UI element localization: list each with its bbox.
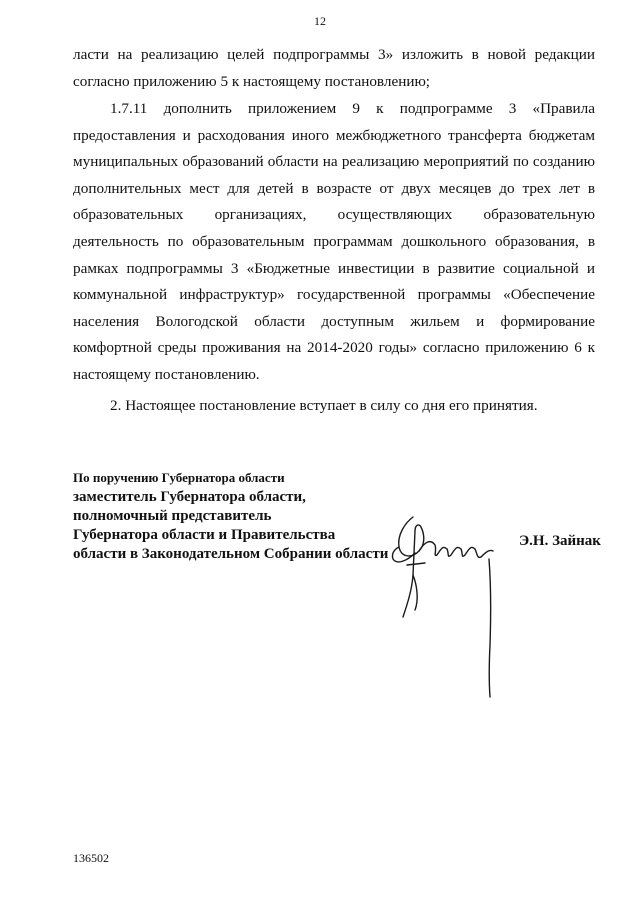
handwritten-signature	[385, 505, 505, 700]
document-code: 136502	[73, 851, 109, 865]
signature-block	[73, 468, 389, 564]
page-number: 12	[314, 14, 326, 28]
paragraph-item-1-7-11	[73, 96, 595, 389]
signature-authority-line: По поручению Губернатора области	[73, 470, 285, 485]
paragraph-item-2	[73, 393, 595, 420]
paragraph-item-2-text: 2. Настоящее постановление вступает в силу со дня его принятия.	[110, 397, 538, 414]
paragraph-item-1-7-11-text: 1.7.11 дополнить приложением 9 к подпрограмме 3 «Правила предоставления и расходования иного межбюджетного трансферта бюджетам муниципальных образований области на реализацию мероприятий по созданию дополнительных мест для детей в возрасте от двух месяцев до трех лет в образовательных организациях, осуществляющих образовательную деятельность по образовательным программам дошкольного образования, в рамках подпрограммы 3 «Бюджетные инвестиции в развитие социальной и коммунальной инфраструктур» государственной программы «Обеспечение населения Вологодской области доступным жильем и формирование комфортной среды проживания на 2014-2020 годы» согласно приложению 6 к настоящему постановлению.	[73, 100, 595, 383]
signature-position-line-2: полномочный представитель	[73, 508, 272, 524]
signer-name: Э.Н. Зайнак	[519, 533, 601, 549]
signature-position-line-1: заместитель Губернатора области,	[73, 489, 306, 505]
paragraph-continuation	[73, 42, 595, 95]
signature-position-line-3: Губернатора области и Правительства	[73, 527, 336, 543]
signature-position-line-4: области в Законодательном Собрании области	[73, 546, 389, 562]
paragraph-continuation-text: ласти на реализацию целей подпрограммы 3» изложить в новой редакции согласно приложению 5 к настоящему постановлению;	[73, 46, 595, 90]
